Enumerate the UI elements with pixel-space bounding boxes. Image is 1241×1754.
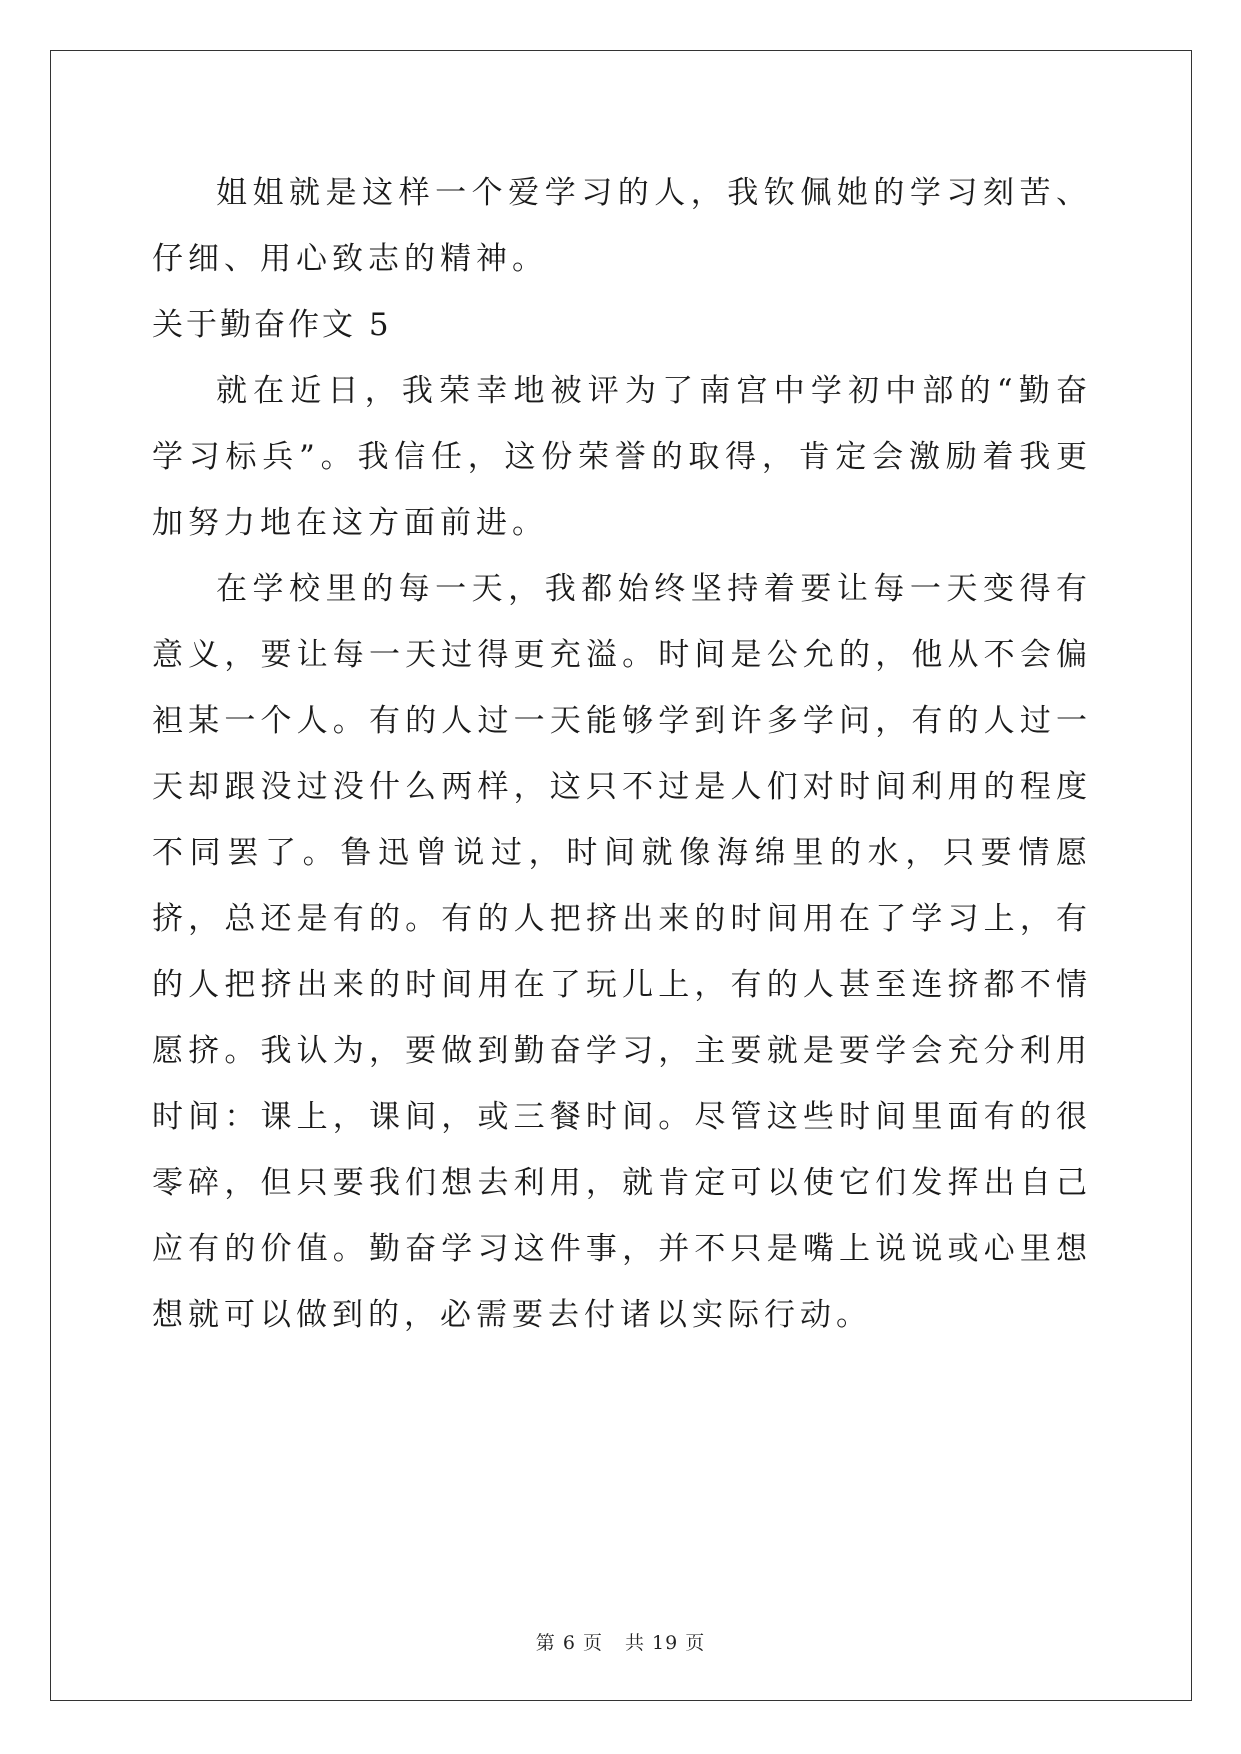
page-number: 第 6 页	[535, 1632, 603, 1654]
section-heading: 关于勤奋作文 5	[152, 307, 392, 343]
paragraph: 在学校里的每一天，我都始终坚持着要让每一天变得有意义，要让每一天过得更充溢。时间是公允的，他从不会偏袒某一个人。有的人过一天能够学到许多学问，有的人过一天却跟没过没什么两样，这只不过是人们对时间利用的程度不同罢了。鲁迅曾说过，时间就像海绵里的水，只要情愿挤，总还是有的。有的人把挤出来的时间用在了学习上，有的人把挤出来的时间用在了玩儿上，有的人甚至连挤都不情愿挤。我认为，要做到勤奋学习，主要就是要学会充分利用时间：课上，课间，或三餐时间。尽管这些时间里面有的很零碎，但只要我们想去利用，就肯定可以使它们发挥出自己应有的价值。勤奋学习这件事，并不只是嘴上说说或心里想想就可以做到的，必需要去付诸以实际行动。	[152, 571, 1092, 1333]
paragraph: 就在近日，我荣幸地被评为了南宫中学初中部的“勤奋学习标兵”。我信任，这份荣誉的取得，肯定会激励着我更加努力地在这方面前进。	[152, 373, 1092, 541]
page-footer	[0, 1628, 1241, 1655]
document-body	[152, 160, 1092, 1348]
page-total: 共 19 页	[624, 1632, 706, 1654]
paragraph: 姐姐就是这样一个爱学习的人，我钦佩她的学习刻苦、仔细、用心致志的精神。	[152, 175, 1092, 277]
